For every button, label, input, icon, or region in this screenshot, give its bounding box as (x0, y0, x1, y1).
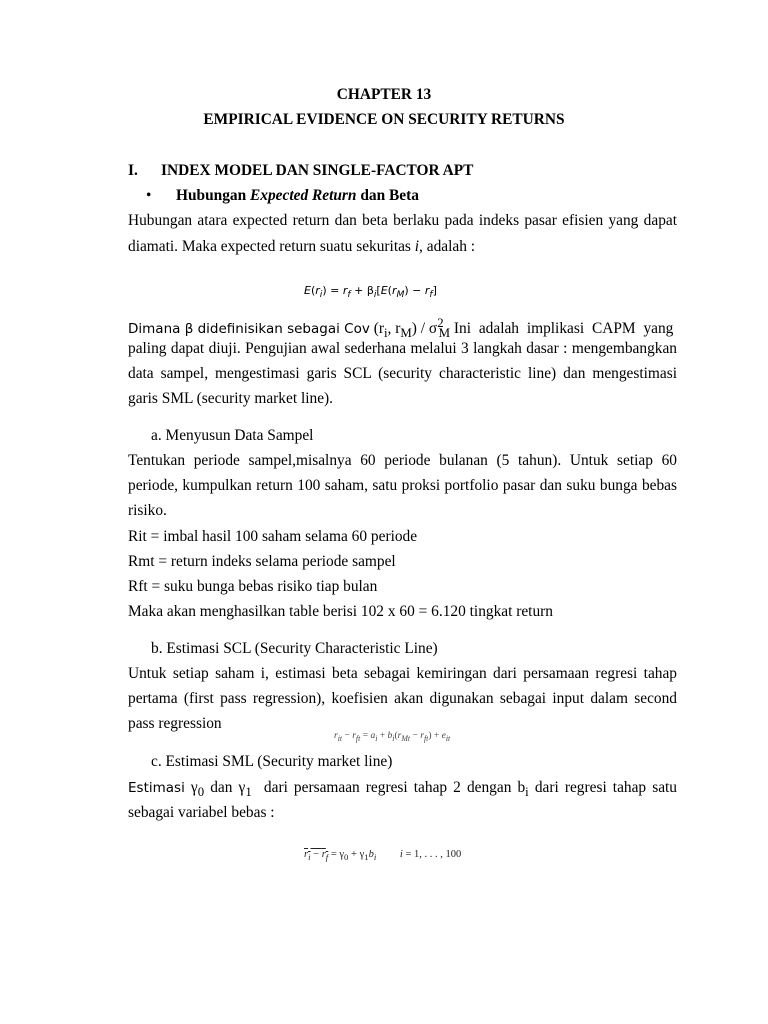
intro-line-2 (128, 238, 677, 256)
definition-line-4: garis SML (security market line). (128, 390, 334, 407)
definition-line-3: data sampel, mengestimasi garis SCL (security characteristic line) dan mengestimasi (128, 365, 677, 382)
step-b-line-3: pass regression (128, 715, 222, 732)
definition-sans: Dimana β didefinisikan sebagai Cov (128, 321, 370, 338)
rit-definition: Rit = imbal hasil 100 saham selama 60 periode (128, 528, 418, 545)
result-line: Maka akan menghasilkan table berisi 102 x 60 = 6.120 tingkat return (128, 603, 553, 620)
cov-args: ($r_i$, $r_M) / \sigma^2_M$ (373, 316, 451, 341)
section-heading (128, 162, 677, 180)
step-c-heading: c. Estimasi SML (Security market line) (151, 753, 393, 770)
capm-equation: $E(r_i) = r_f + \beta_i[E(r_M) - r_f]$ (304, 284, 437, 301)
definition-rest: Ini adalah implikasi CAPM yang (453, 320, 674, 338)
scl-equation: $r_{it} - r_{ft} = a_i + b_i(r_{Mt} - r_{ft}) + e_{it}$ (334, 731, 451, 743)
chapter-number: CHAPTER 13 (336, 86, 432, 103)
chapter-title: EMPIRICAL EVIDENCE ON SECURITY RETURNS (203, 111, 565, 128)
definition-line-2: paling dapat diuji. Pengujian awal sederhana melalui 3 langkah dasar : mengembangkan (128, 340, 677, 357)
step-c-line-1: Estimasi $\gamma_0$ dan $\gamma_1$ dari persamaan regresi tahap 2 dengan $b_i$ dari regresi tahap satu (128, 779, 677, 800)
step-c-estimasi: Estimasi (128, 780, 185, 796)
step-b-heading: b. Estimasi SCL (Security Characteristic Line) (151, 640, 438, 657)
intro-line-1: Hubungan atara expected return dan beta berlaku pada indeks pasar efisien yang dapat (128, 212, 677, 229)
bullet-text-em: Expected Return (250, 187, 357, 204)
rft-definition: Rft = suku bunga bebas risiko tiap bulan (128, 578, 378, 595)
bullet-text-pre: Hubungan (176, 187, 251, 204)
intro-line-2-post: adalah : (422, 238, 476, 255)
step-b-line-1: Untuk setiap saham i, estimasi beta sebagai kemiringan dari persamaan regresi tahap (128, 665, 677, 682)
sml-equation: $r_i - r_f = \gamma_0 + \gamma_1b_i$ i = 1, . . . , 100 (304, 849, 462, 863)
step-a-line-3: risiko. (128, 502, 167, 519)
bullet-icon: • (146, 187, 152, 204)
intro-line-2-em: i, (414, 238, 423, 255)
bullet-heading (146, 187, 695, 205)
step-a-line-2: periode, kumpulkan return 100 saham, satu proksi portfolio pasar dan suku bunga bebas (128, 477, 677, 494)
definition-line-1 (128, 314, 677, 342)
step-a-heading: a. Menyusun Data Sampel (151, 427, 314, 444)
step-a-line-1: Tentukan periode sampel,misalnya 60 periode bulanan (5 tahun). Untuk setiap 60 (128, 452, 677, 469)
rmt-definition: Rmt = return indeks selama periode sampel (128, 553, 396, 570)
section-title: INDEX MODEL DAN SINGLE-FACTOR APT (161, 162, 474, 179)
step-b-line-2: pertama (first pass regression), koefisien akan digunakan sebagai input dalam second (128, 690, 677, 707)
step-c-line-2: sebagai variabel bebas : (128, 804, 275, 821)
section-number: I. (128, 162, 138, 179)
intro-line-2-pre: diamati. Maka expected return suatu sekuritas (128, 238, 415, 255)
bullet-text-post: dan Beta (356, 187, 419, 204)
